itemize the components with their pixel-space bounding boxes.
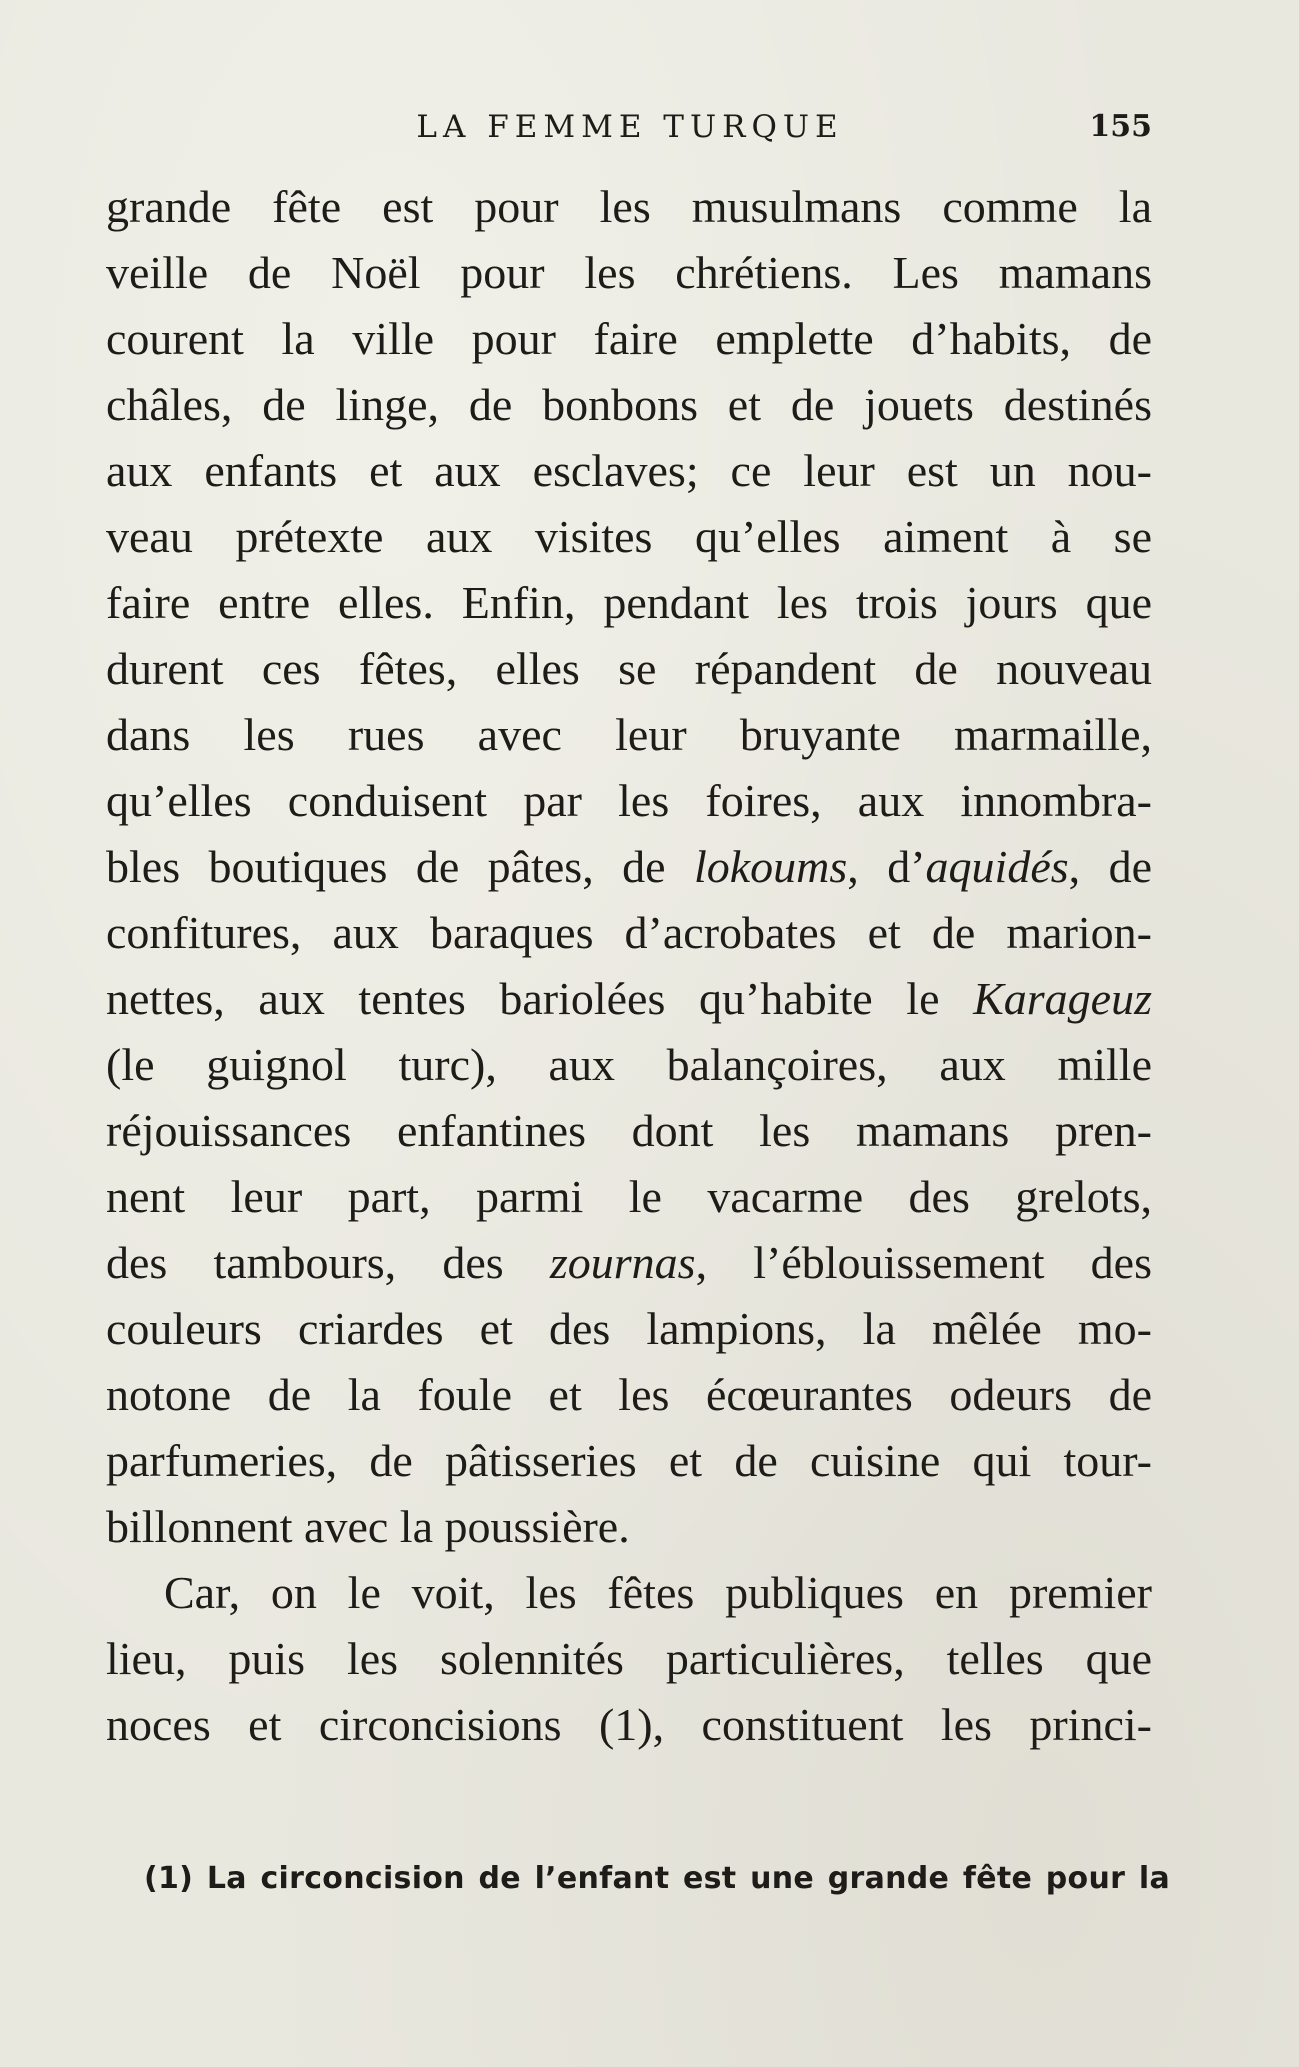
text-line: aux enfants et aux esclaves; ce leur est un nou-	[106, 445, 1152, 496]
italic-term-aquides: aquidés	[925, 841, 1069, 892]
text-line: (le guignol turc), aux balançoires, aux mille	[106, 1039, 1152, 1090]
text-line: couleurs criardes et des lampions, la mêlée mo-	[106, 1303, 1152, 1354]
text-line: dans les rues avec leur bruyante marmaille,	[106, 709, 1152, 760]
text-line: veau prétexte aux visites qu’elles aiment à se	[106, 511, 1152, 562]
text-line: qu’elles conduisent par les foires, aux innombra-	[106, 775, 1152, 826]
text-line: durent ces fêtes, elles se répandent de nouveau	[106, 643, 1152, 694]
text-run: nettes, aux tentes bariolées qu’habite le	[106, 973, 974, 1024]
text-line: faire entre elles. Enfin, pendant les trois jours que	[106, 577, 1152, 628]
running-title: LA FEMME TURQUE	[416, 109, 844, 145]
text-line: billonnent avec la poussière.	[106, 1501, 630, 1552]
text-line: réjouissances enfantines dont les mamans pren-	[106, 1105, 1152, 1156]
text-line: parfumeries, de pâtisseries et de cuisine qui tour-	[106, 1435, 1152, 1486]
text-run: , de	[1068, 841, 1152, 892]
text-line: courent la ville pour faire emplette d’habits, de	[106, 313, 1152, 364]
text-line: châles, de linge, de bonbons et de jouets destinés	[106, 379, 1152, 430]
footnote: (1) La circoncision de l’enfant est une grande fête pour la	[144, 1861, 1170, 1896]
text-line: confitures, aux baraques d’acrobates et de marion-	[106, 907, 1152, 958]
text-line: grande fête est pour les musulmans comme la	[106, 181, 1152, 232]
page-number: 155	[1089, 109, 1152, 144]
text-line: Car, on le voit, les fêtes publiques en premier	[164, 1567, 1152, 1618]
text-run: des tambours, des	[106, 1237, 550, 1288]
italic-term-zournas: zournas	[549, 1237, 696, 1288]
italic-term-lokoums: lokoums	[693, 841, 848, 892]
text-line	[106, 834, 1152, 900]
text-line: lieu, puis les solennités particulières, telles que	[106, 1633, 1152, 1684]
text-run: , l’éblouissement des	[695, 1237, 1152, 1288]
text-line: veille de Noël pour les chrétiens. Les mamans	[106, 247, 1152, 298]
running-head	[108, 100, 1152, 154]
body-text	[106, 174, 1152, 1758]
text-line: noces et circoncisions (1), constituent les princi-	[106, 1699, 1152, 1750]
paragraph-2	[106, 1560, 1152, 1758]
text-line	[106, 1230, 1152, 1296]
italic-term-karageuz: Karageuz	[973, 973, 1152, 1024]
text-line: nent leur part, parmi le vacarme des grelots,	[106, 1171, 1152, 1222]
text-run: bles boutiques de pâtes, de	[106, 841, 694, 892]
text-line: notone de la foule et les écœurantes odeurs de	[106, 1369, 1152, 1420]
text-line	[106, 966, 1152, 1032]
paragraph-1	[106, 174, 1152, 1560]
text-run: , d’	[847, 841, 926, 892]
